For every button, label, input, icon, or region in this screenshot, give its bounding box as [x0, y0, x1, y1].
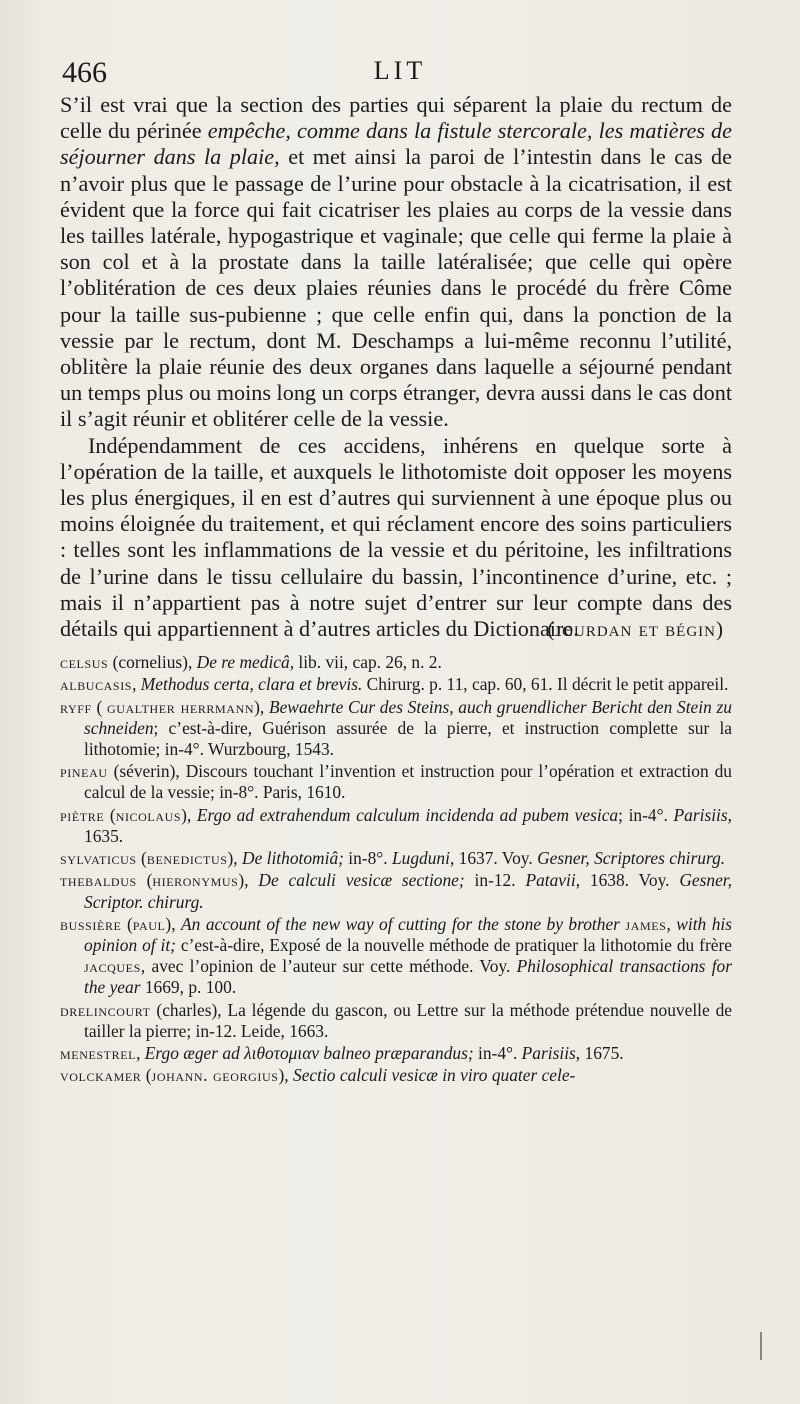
text-run: , 1675. — [575, 1042, 624, 1063]
text-run: (charles), La légende du gascon, ou Lettre sur la méthode prétendue nouvelle de tailler la pierre; in-12. Leide, 1663. — [84, 999, 732, 1041]
text-run: c’est-à-dire, Exposé de la nouvelle méthode de pratiquer la lithotomie du frère — [175, 934, 732, 955]
small-caps-name: nicolaus — [115, 804, 182, 825]
small-caps-name: gualther herrmann — [106, 696, 255, 717]
bibliography-entry — [60, 697, 732, 761]
text-run: , — [132, 674, 141, 695]
bibliography-entry — [60, 1065, 732, 1086]
italic-run: Parisiis — [521, 1042, 576, 1063]
text-run: ), — [181, 804, 197, 825]
text-run: , 1638. Voy. — [575, 870, 680, 891]
margin-rule — [760, 1332, 762, 1360]
page-header — [0, 56, 800, 96]
small-caps-name: piètre — [60, 804, 105, 825]
italic-run: Lugduni — [391, 848, 450, 869]
text-run: ( — [121, 913, 133, 934]
author-attribution: (jourdan et bégin) — [547, 617, 724, 642]
text-run: , 1635. — [84, 804, 733, 846]
italic-run: De lithotomiâ; — [242, 848, 344, 869]
bibliography-entry — [60, 914, 732, 999]
bibliography-entry — [60, 761, 732, 803]
text-run: Indépendamment de ces accidens, inhérens en quelque sorte à l’opération de la taille, et auxquels le lithotomiste doit opposer les moyens les plus énergiques, il en est d’autres qui surviennent à une époque plus ou moins éloignée du traitement, et qui réclament encore des soins particuliers : telles sont les inflammations de la vessie et du péritoine, les infiltrations de l’urine dans le tissu cellulaire du bassin, l’incontinence d’urine, etc. ; mais il n’appartient pas à notre sujet d’entrer sur leur compte dans des détails qui appartiennent à d’autres articles du Dictionaire. — [60, 432, 732, 642]
bibliography-entry — [60, 652, 732, 673]
small-caps-name: drelincourt — [60, 999, 151, 1020]
text-run: (séverin), Discours touchant l’invention et instruction pour l’opération et extraction du calcul de la vessie; in-8°. Paris, 1610. — [84, 761, 732, 803]
small-caps-name: jacques — [84, 956, 141, 977]
text-run: ( — [136, 848, 147, 869]
italic-run: De re medicâ, — [196, 652, 295, 673]
text-run: (cornelius), — [108, 652, 197, 673]
italic-run: Bewaehrte Cur des Steins, auch gruendlicher Bericht den Stein zu schneiden — [84, 696, 732, 738]
italic-run: with his opinion of it; — [84, 913, 732, 955]
text-run: et met ainsi la paroi de l’intestin dans le cas de n’avoir plus que le passage de l’urine pour obstacle à la cicatrisation, il est évident que la force qui fait cicatriser les plaies au corps de la vessie dans les tailles latérale, hypogastrique et vaginale; que celle qui ferme la plaie à son col et à la prostate dans la taille latéralisée; que celle qui opère l’oblitération de ces deux plaies réunies dans le procédé du frère Côme pour la taille sus-pubienne ; que celle enfin qui, dans la ponction de la vessie par le rectum, dont M. Deschamps a lui-même reconnu l’utilité, oblitère la plaie réunie des deux organes dans laquelle a séjourné pendant un temps plus ou moins long un corps étranger, devra aussi dans le cas dont il s’agit réunir et oblitérer celle de la vessie. — [60, 144, 732, 432]
text-run: ), — [227, 848, 243, 869]
text-run: , avec l’opinion de l’auteur sur cette méthode. Voy. — [140, 956, 517, 977]
italic-run: empêche, comme dans la fistule stercorale, les matières de séjourner dans la plaie, — [60, 118, 732, 170]
text-run: in-8°. — [343, 848, 392, 869]
italic-run: An account of the new way of cutting for the stone by brother — [181, 913, 620, 934]
small-caps-name: albucasis — [60, 674, 133, 695]
text-run: in-12. — [464, 870, 526, 891]
text-run: ( — [104, 804, 116, 825]
small-caps-name: hieronymus — [152, 870, 239, 891]
small-caps-name: ryff — [60, 696, 92, 717]
text-run: ; in-4°. — [618, 804, 674, 825]
small-caps-name: sylvaticus — [60, 848, 137, 869]
small-caps-name: menestrel — [60, 1042, 137, 1063]
text-run: 1669, p. 100. — [140, 977, 237, 998]
small-caps-name: pineau — [60, 761, 108, 782]
text-run: ( — [91, 696, 107, 717]
italic-run: Parisiis — [673, 804, 728, 825]
bibliography-entry — [60, 1043, 732, 1064]
italic-run: Methodus certa, clara et brevis. — [140, 674, 363, 695]
italic-run: Philosophical transactions for the year — [84, 956, 733, 998]
bibliography-entry — [60, 848, 732, 869]
italic-run: Patavii — [525, 870, 576, 891]
text-run: , 1637. Voy. — [449, 848, 538, 869]
bibliography-entry — [60, 674, 732, 695]
text-run: ; c’est-à-dire, Guérison assurée de la pierre, et instruction complette sur la lithotomie; in-4°. Wurzbourg, 1543. — [84, 717, 732, 760]
text-run: S’il est vrai que la section des parties qui séparent la plaie du rectum de celle du périnée — [60, 92, 732, 144]
text-run: in-4°. — [473, 1042, 522, 1063]
running-head: LIT — [373, 56, 427, 85]
bibliography-entry — [60, 1000, 732, 1042]
small-caps-name: james — [625, 913, 667, 934]
main-text — [60, 92, 732, 1087]
text-run: ( — [141, 1065, 152, 1086]
bibliography-entry — [60, 870, 732, 912]
paragraph — [60, 433, 732, 643]
small-caps-name: benedictus — [146, 848, 228, 869]
italic-run: Ergo ad extrahendum calculum incidenda ad pubem vesica — [196, 804, 619, 825]
text-run: ), — [238, 870, 259, 891]
italic-run: Ergo æger ad λιθοτομιαν balneo præparandus; — [144, 1042, 474, 1063]
text-run: ( — [136, 870, 153, 891]
bibliography — [60, 652, 732, 1086]
text-run: , — [136, 1042, 145, 1063]
page-number: 466 — [62, 56, 107, 89]
text-run: lib. vii, cap. 26, n. 2. — [294, 652, 442, 673]
small-caps-name: volckamer — [60, 1065, 142, 1086]
text-run: Chirurg. p. 11, cap. 60, 61. Il décrit le petit appareil. — [362, 674, 729, 695]
italic-run: Sectio calculi vesicæ in viro quater cele- — [293, 1065, 576, 1086]
small-caps-name: johann. georgius — [151, 1065, 279, 1086]
paragraph — [60, 92, 732, 433]
text-run: ), — [278, 1065, 294, 1086]
italic-run: Gesner, Scriptores chirurg. — [537, 848, 726, 869]
italic-run: Gesner, Scriptor. chirurg. — [84, 870, 732, 912]
bibliography-entry — [60, 805, 732, 847]
small-caps-name: thebaldus — [60, 870, 137, 891]
text-run: , — [666, 913, 677, 934]
small-caps-name: paul — [132, 913, 166, 934]
text-run: ), — [165, 913, 182, 934]
text-run: ), — [254, 696, 269, 717]
small-caps-name: celsus — [60, 652, 109, 673]
small-caps-name: bussière — [60, 913, 122, 934]
italic-run: De calculi vesicæ sectione; — [258, 870, 465, 891]
